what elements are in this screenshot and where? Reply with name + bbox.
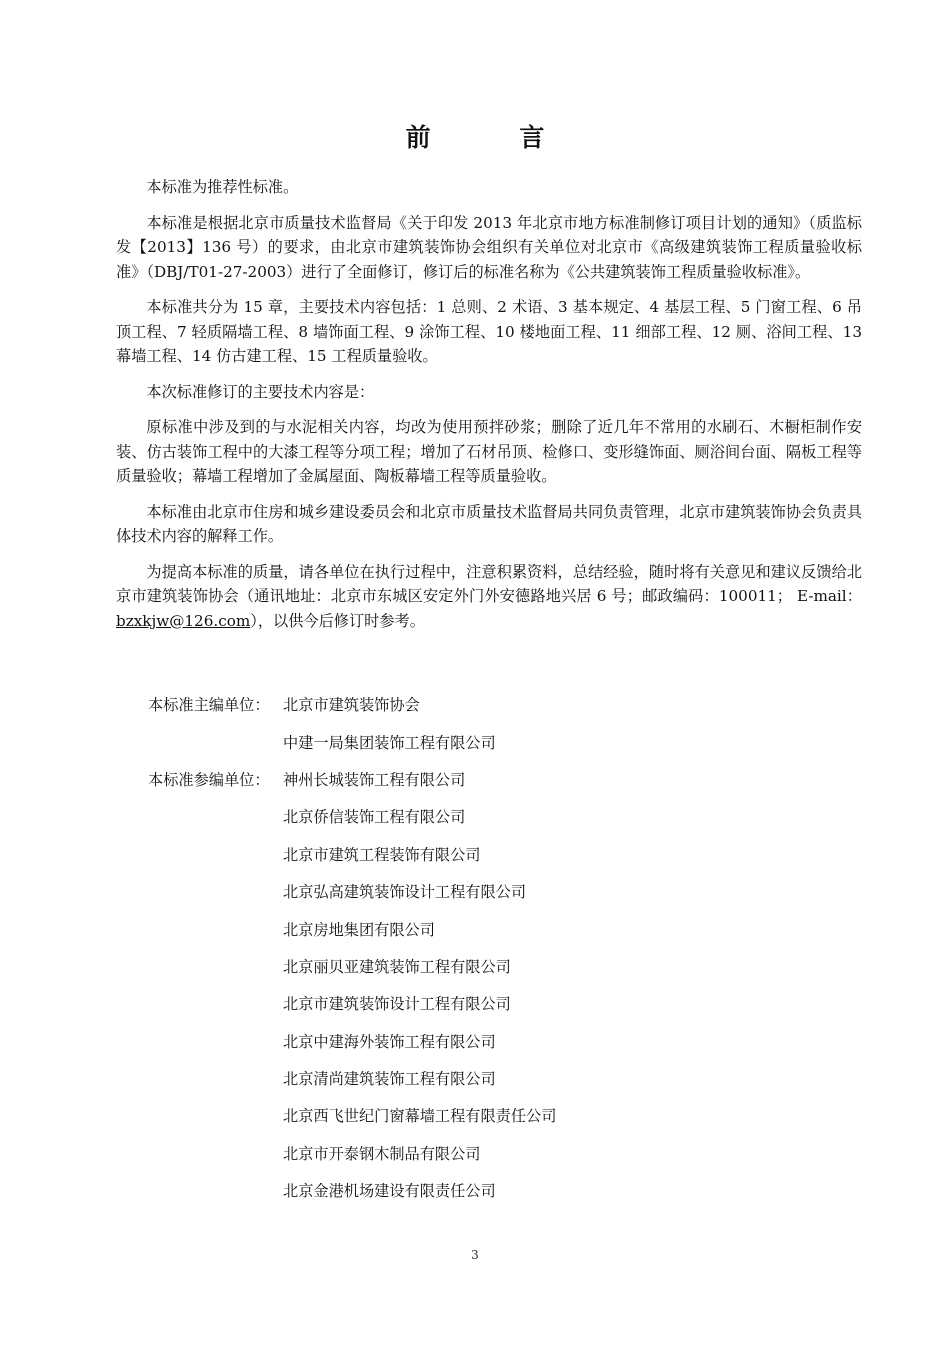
unit-name: 北京房地集团有限公司 xyxy=(283,920,435,939)
feedback-text-end: ），以供今后修订时参考。 xyxy=(250,611,425,630)
list-item xyxy=(148,985,556,1022)
participating-units-label: 本标准参编单位： xyxy=(148,770,270,789)
unit-name: 神州长城装饰工程有限公司 xyxy=(283,770,466,789)
chief-units-label: 本标准主编单位： xyxy=(148,696,270,715)
page-title: 前 言 xyxy=(405,123,585,152)
unit-name: 北京弘高建筑装饰设计工程有限公司 xyxy=(283,883,526,902)
list-item xyxy=(148,686,556,723)
list-item xyxy=(148,1135,556,1172)
unit-name: 北京市开泰钢木制品有限公司 xyxy=(283,1144,481,1163)
feedback-text: 为提高本标准的质量，请各单位在执行过程中，注意积累资料，总结经验，随时将有关意见和建议反馈给北京市建筑装饰协会（通讯地址：北京市东城区安定外门外安德路地兴居 6 号；邮政编码：100011； E-mail： xyxy=(116,562,862,605)
preface-body xyxy=(116,175,862,633)
paragraph-chapters: 本标准共分为 15 章，主要技术内容包括：1 总则、2 术语、3 基本规定、4 基层工程、5 门窗工程、6 吊顶工程、7 轻质隔墙工程、8 墙饰面工程、9 涂饰工程、10 楼地面工程、11 细部工程、12 厕、浴间工程、13 幕墙工程、14 仿古建工程、15 工程质量验收。 xyxy=(116,298,862,365)
unit-name: 北京丽贝亚建筑装饰工程有限公司 xyxy=(283,957,511,976)
paragraph-basis: 本标准是根据北京市质量技术监督局《关于印发 2013 年北京市地方标准制修订项目计划的通知》（质监标发【2013】136 号）的要求，由北京市建筑装饰协会组织有关单位对北京市《高级建筑装饰工程质量验收标准》（DBJ/T01-27-2003）进行了全面修订，修订后的标准名称为《公共建筑装饰工程质量验收标准》。 xyxy=(116,213,862,281)
list-item xyxy=(148,948,556,985)
list-item xyxy=(148,873,556,910)
paragraph-management: 本标准由北京市住房和城乡建设委员会和北京市质量技术监督局共同负责管理，北京市建筑装饰协会负责具体技术内容的解释工作。 xyxy=(116,502,862,545)
unit-name: 中建一局集团装饰工程有限公司 xyxy=(283,733,496,752)
list-item xyxy=(148,1172,556,1209)
unit-name: 北京清尚建筑装饰工程有限公司 xyxy=(283,1070,496,1089)
paragraph-recommended: 本标准为推荐性标准。 xyxy=(146,178,299,196)
unit-name: 北京西飞世纪门窗幕墙工程有限责任公司 xyxy=(283,1107,557,1126)
page-number: 3 xyxy=(471,1248,479,1262)
list-item xyxy=(148,1060,556,1097)
unit-name: 北京市建筑工程装饰有限公司 xyxy=(283,845,481,864)
list-item xyxy=(148,798,556,835)
list-item xyxy=(148,1097,556,1134)
paragraph-feedback xyxy=(116,560,862,634)
list-item xyxy=(148,910,556,947)
unit-name: 北京侨信装饰工程有限公司 xyxy=(283,808,466,827)
unit-name: 北京中建海外装饰工程有限公司 xyxy=(283,1032,496,1051)
list-item xyxy=(148,1023,556,1060)
unit-name: 北京市建筑装饰设计工程有限公司 xyxy=(283,995,511,1014)
unit-name: 北京市建筑装饰协会 xyxy=(283,696,420,715)
units-list xyxy=(148,686,556,1209)
paragraph-revision-intro: 本次标准修订的主要技术内容是： xyxy=(146,382,375,401)
paragraph-revision-content: 原标准中涉及到的与水泥相关内容，均改为使用预拌砂浆；删除了近几年不常用的水刷石、木橱柜制作安装、仿古装饰工程中的大漆工程等分项工程；增加了石材吊顶、检修口、变形缝饰面、厕浴间台面、隔板工程等质量验收；幕墙工程增加了金属屋面、陶板幕墙工程等质量验收。 xyxy=(116,418,862,485)
list-item xyxy=(148,723,556,760)
unit-name: 北京金港机场建设有限责任公司 xyxy=(283,1182,496,1201)
list-item xyxy=(148,836,556,873)
list-item xyxy=(148,761,556,798)
email-link[interactable]: bzxkjw@126.com xyxy=(116,611,251,630)
